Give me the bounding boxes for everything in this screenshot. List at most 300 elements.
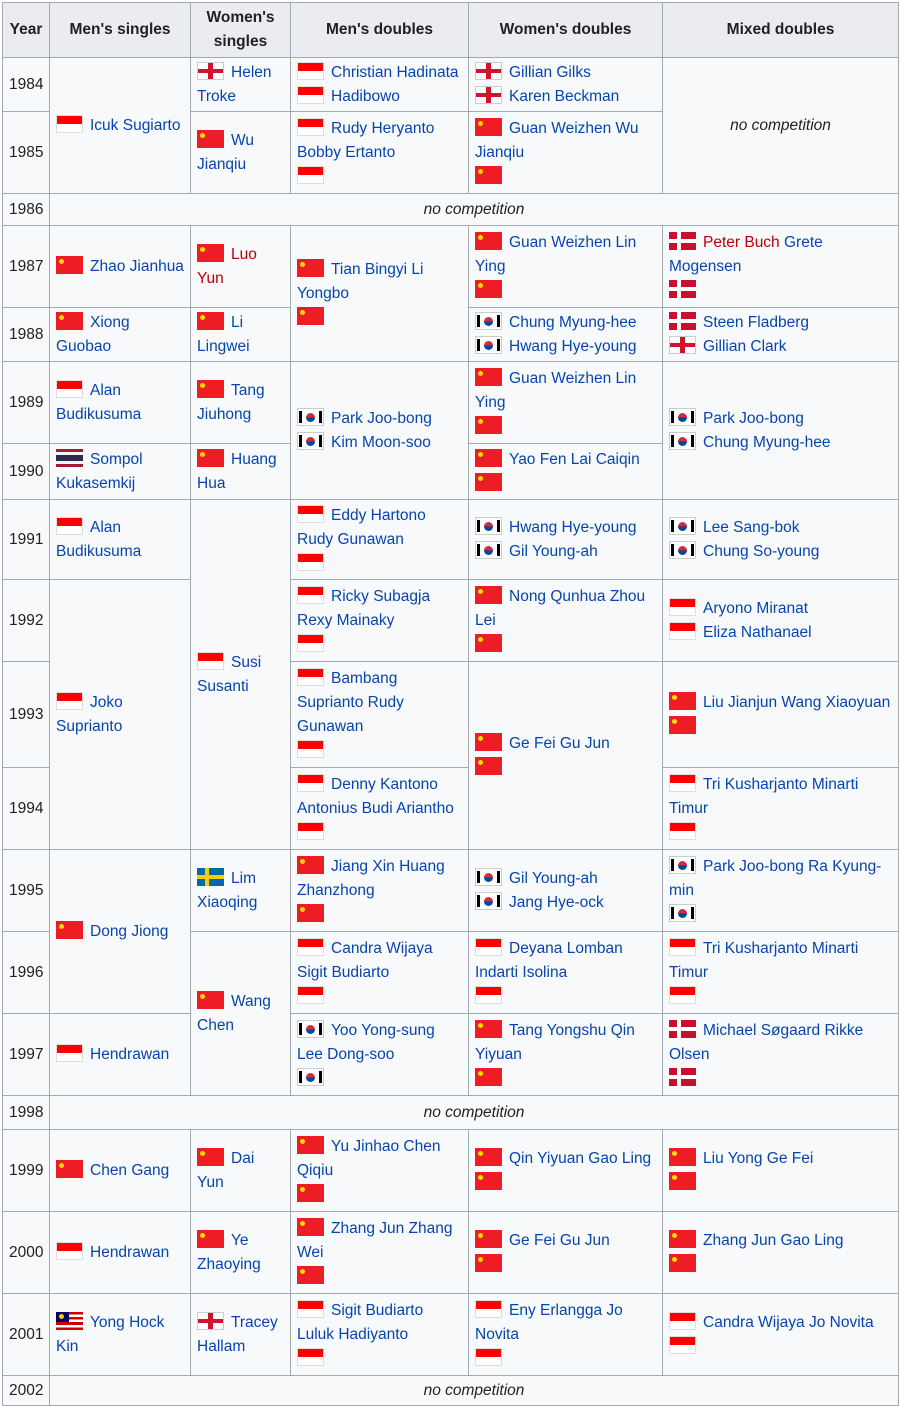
player-line — [669, 540, 892, 564]
champions-table — [2, 2, 899, 1406]
entry-text — [669, 691, 892, 715]
flag-korea-icon — [297, 408, 324, 426]
mens-singles-cell — [50, 308, 191, 362]
player-link[interactable]: Li Lingwei — [197, 313, 250, 355]
flag-row — [475, 1253, 656, 1277]
womens-singles-cell — [663, 768, 899, 850]
entry-text — [197, 243, 284, 291]
flag-indonesia-icon — [297, 822, 324, 840]
flag-china-icon — [197, 312, 224, 330]
flag-china-icon — [669, 1172, 696, 1190]
player-link[interactable]: Aryono Miranat — [703, 599, 809, 617]
entry-text — [197, 1311, 284, 1359]
mens-doubles-cell — [291, 362, 469, 500]
womens-singles-cell — [291, 932, 469, 1014]
player-link[interactable]: Tian Bingyi Li Yongbo — [297, 260, 424, 302]
flag-indonesia-icon — [297, 166, 324, 184]
flag-row — [669, 985, 892, 1009]
flag-indonesia-icon — [297, 634, 324, 652]
table-row — [3, 1130, 899, 1212]
year-cell: 1997 — [3, 1014, 50, 1096]
player-link[interactable]: Dai Yun — [197, 1149, 255, 1191]
flag-row — [297, 1347, 462, 1371]
womens-singles-cell — [191, 850, 291, 932]
mens-singles-cell — [191, 932, 291, 1096]
flag-china-icon — [297, 1218, 324, 1236]
entry-text — [297, 1217, 462, 1265]
flag-indonesia-icon — [669, 598, 696, 616]
table-row — [3, 850, 899, 932]
flag-china-icon — [56, 1160, 83, 1178]
flag-china-icon — [297, 1184, 324, 1202]
womens-singles-cell — [191, 1294, 291, 1376]
womens-doubles-cell — [663, 932, 899, 1014]
flag-korea-icon — [475, 868, 502, 886]
flag-korea-icon — [669, 856, 696, 874]
flag-china-icon — [475, 166, 502, 184]
flag-indonesia-icon — [56, 1044, 83, 1062]
flag-indonesia-icon — [297, 505, 324, 523]
mens-singles-cell — [291, 768, 469, 850]
flag-indonesia-icon — [56, 115, 83, 133]
year-cell: 1994 — [3, 768, 50, 850]
flag-indonesia-icon — [297, 1348, 324, 1366]
player-link[interactable]: Susi Susanti — [197, 653, 262, 695]
flag-indonesia-icon — [297, 986, 324, 1004]
player-link[interactable]: Eny Erlangga Jo Novita — [475, 1301, 623, 1343]
womens-doubles-cell — [469, 362, 663, 444]
table-row — [3, 362, 899, 444]
player-link[interactable]: Gillian Gilks — [509, 63, 591, 81]
womens-singles-cell — [291, 1014, 469, 1096]
player-link[interactable]: Ge Fei Gu Jun — [509, 734, 610, 752]
player-link[interactable]: Karen Beckman — [509, 87, 620, 105]
player-line — [669, 597, 892, 621]
player-link[interactable]: Wang Chen — [197, 992, 271, 1034]
entry-text — [56, 448, 184, 496]
flag-row — [297, 903, 462, 927]
flag-row — [297, 1265, 462, 1289]
flag-row — [297, 633, 462, 657]
mens-doubles-cell — [469, 580, 663, 662]
player-link[interactable]: Jang Hye-ock — [509, 893, 604, 911]
mens-doubles-cell — [291, 226, 469, 362]
player-link[interactable]: Xiong Guobao — [56, 313, 130, 355]
entry-text — [56, 311, 184, 359]
entry-text — [475, 1229, 656, 1253]
player-line — [475, 335, 656, 359]
flag-china-icon — [475, 232, 502, 250]
flag-china-icon — [475, 1068, 502, 1086]
player-line — [669, 431, 892, 455]
flag-china-icon — [669, 692, 696, 710]
flag-china-icon — [297, 904, 324, 922]
player-link[interactable]: Zhang Jun Gao Ling — [703, 1231, 844, 1249]
entry-text — [475, 585, 656, 633]
year-cell: 1998 — [3, 1096, 50, 1130]
year-cell: 1987 — [3, 226, 50, 308]
year-cell: 1984 — [3, 58, 50, 112]
flag-china-icon — [475, 368, 502, 386]
flag-korea-icon — [669, 432, 696, 450]
year-cell: 1996 — [3, 932, 50, 1014]
entry-text — [669, 1311, 892, 1335]
player-link[interactable]: Hendrawan — [90, 1243, 170, 1261]
entry-text — [56, 516, 184, 564]
entry-text — [56, 691, 184, 739]
entry-text — [297, 937, 462, 985]
entry-text — [475, 1019, 656, 1067]
player-link[interactable]: Candra Wijaya Jo Novita — [703, 1313, 874, 1331]
player-line — [669, 335, 892, 359]
entry-text — [475, 1299, 656, 1347]
player-link[interactable]: Qin Yiyuan Gao Ling — [509, 1149, 652, 1167]
player-link[interactable]: Rudy Heryanto Bobby Ertanto — [297, 119, 435, 161]
player-link[interactable]: Huang Hua — [197, 450, 277, 492]
flag-indonesia-icon — [669, 1312, 696, 1330]
player-link[interactable]: Eddy Hartono Rudy Gunawan — [297, 506, 426, 548]
flag-england-icon — [197, 1312, 224, 1330]
flag-china-icon — [475, 118, 502, 136]
header-mixed-doubles: Mixed doubles — [663, 3, 899, 58]
entry-text — [56, 1159, 184, 1183]
flag-china-icon — [56, 921, 83, 939]
flag-indonesia-icon — [297, 86, 324, 104]
womens-singles-cell — [291, 580, 469, 662]
flag-indonesia-icon — [297, 62, 324, 80]
header-mens-doubles: Men's doubles — [291, 3, 469, 58]
player-link[interactable]: Gillian Clark — [703, 337, 787, 355]
player-link[interactable]: Ye Zhaoying — [197, 1231, 261, 1273]
mens-singles-cell — [50, 444, 191, 500]
flag-indonesia-icon — [669, 938, 696, 956]
womens-doubles-cell — [663, 308, 899, 362]
player-link[interactable]: Dong Jiong — [90, 922, 169, 940]
entry-text — [475, 732, 656, 756]
flag-china-icon — [669, 1230, 696, 1248]
player-line — [297, 431, 462, 455]
player-link[interactable]: Hendrawan — [90, 1045, 170, 1063]
player-link[interactable]: Chung Myung-hee — [509, 313, 637, 331]
mixed-doubles-cell — [663, 1130, 899, 1212]
player-link[interactable]: Alan Budikusuma — [56, 518, 142, 560]
mixed-doubles-cell — [663, 362, 899, 500]
mens-singles-cell — [50, 1014, 191, 1096]
no-competition-cell: no competition — [50, 194, 899, 226]
flag-china-icon — [197, 244, 224, 262]
player-link[interactable]: Park Joo-bong — [703, 409, 804, 427]
year-cell: 2002 — [3, 1376, 50, 1406]
flag-china-icon — [197, 449, 224, 467]
entry-text — [297, 855, 462, 903]
player-link[interactable]: Tang Jiuhong — [197, 381, 265, 423]
player-link[interactable]: Hwang Hye-young — [509, 337, 637, 355]
mens-singles-cell — [50, 1294, 191, 1376]
player-link[interactable]: Luo Yun — [197, 245, 257, 287]
player-link[interactable]: Sigit Budiarto Luluk Hadiyanto — [297, 1301, 424, 1343]
player-line — [669, 311, 892, 335]
player-link[interactable]: Grete Mogensen — [669, 233, 823, 275]
flag-china-icon — [475, 280, 502, 298]
player-link[interactable]: Helen Troke — [197, 63, 272, 105]
mens-doubles-cell — [291, 850, 469, 932]
flag-row — [475, 279, 656, 303]
player-line — [475, 516, 656, 540]
mens-singles-cell — [50, 362, 191, 444]
womens-singles-cell — [291, 112, 469, 194]
player-link[interactable]: Guan Weizhen Lin Ying — [475, 233, 637, 275]
flag-china-icon — [475, 634, 502, 652]
flag-row — [475, 472, 656, 496]
year-cell: 1991 — [3, 500, 50, 580]
table-row — [3, 1294, 899, 1376]
year-cell: 1995 — [3, 850, 50, 932]
womens-singles-cell — [191, 1130, 291, 1212]
entry-text — [297, 1299, 462, 1347]
player-link[interactable]: Tri Kusharjanto Minarti Timur — [669, 775, 859, 817]
player-link[interactable]: Icuk Sugiarto — [90, 116, 181, 134]
mens-doubles-cell — [469, 308, 663, 362]
table-row — [3, 580, 899, 662]
entry-text — [669, 773, 892, 821]
player-link[interactable]: Alan Budikusuma — [56, 381, 142, 423]
flag-indonesia-icon — [56, 380, 83, 398]
flag-korea-icon — [297, 1068, 324, 1086]
flag-china-icon — [56, 312, 83, 330]
mixed-doubles-cell — [663, 1212, 899, 1294]
mens-doubles-cell — [291, 1212, 469, 1294]
flag-england-icon — [475, 62, 502, 80]
flag-indonesia-icon — [297, 774, 324, 792]
entry-text — [297, 504, 462, 552]
flag-china-icon — [297, 1266, 324, 1284]
player-link[interactable]: Ricky Subagja Rexy Mainaky — [297, 587, 431, 629]
flag-row — [297, 1067, 462, 1091]
mixed-doubles-cell — [663, 850, 899, 932]
player-link[interactable]: Yong Hock Kin — [56, 1313, 165, 1355]
flag-indonesia-icon — [669, 1336, 696, 1354]
womens-doubles-cell — [663, 580, 899, 662]
mens-doubles-cell — [291, 1294, 469, 1376]
flag-china-icon — [197, 380, 224, 398]
flag-indonesia-icon — [475, 1300, 502, 1318]
entry-text — [669, 231, 892, 279]
flag-malaysia-icon — [56, 1312, 83, 1330]
flag-indonesia-icon — [56, 1242, 83, 1260]
player-line — [669, 516, 892, 540]
womens-doubles-cell — [469, 1294, 663, 1376]
entry-text — [297, 1019, 462, 1067]
mixed-doubles-cell — [663, 226, 899, 308]
table-body — [3, 58, 899, 1406]
player-link[interactable]: Hwang Hye-young — [509, 518, 637, 536]
entry-text — [197, 1147, 284, 1195]
player-link[interactable]: Yu Jinhao Chen Qiqiu — [297, 1137, 441, 1179]
player-link[interactable]: Park Joo-bong Ra Kyung-min — [669, 857, 882, 899]
flag-row — [669, 1171, 892, 1195]
entry-text — [197, 990, 284, 1038]
flag-sweden-icon — [197, 868, 224, 886]
player-link[interactable]: Gil Young-ah — [509, 542, 598, 560]
year-cell: 1993 — [3, 662, 50, 768]
entry-text — [475, 367, 656, 415]
player-link[interactable]: Zhao Jianhua — [90, 257, 184, 275]
mens-singles-cell — [50, 1212, 191, 1294]
flag-row — [475, 1171, 656, 1195]
entry-text — [475, 937, 656, 985]
year-cell: 1986 — [3, 194, 50, 226]
entry-text — [669, 855, 892, 903]
entry-text — [197, 61, 284, 109]
mens-singles-cell — [191, 112, 291, 194]
flag-china-icon — [475, 1254, 502, 1272]
entry-text — [297, 1135, 462, 1183]
player-link[interactable]: Joko Suprianto — [56, 693, 123, 735]
player-link[interactable]: Ge Fei Gu Jun — [509, 1231, 610, 1249]
mens-singles-cell — [50, 58, 191, 194]
flag-row — [669, 1335, 892, 1359]
player-link[interactable]: Michael Søgaard Rikke Olsen — [669, 1021, 864, 1063]
flag-indonesia-icon — [297, 586, 324, 604]
flag-indonesia-icon — [669, 622, 696, 640]
entry-text — [197, 448, 284, 496]
flag-england-icon — [197, 62, 224, 80]
flag-indonesia-icon — [297, 668, 324, 686]
flag-china-icon — [475, 1148, 502, 1166]
player-link[interactable]: Guan Weizhen Lin Ying — [475, 369, 637, 411]
year-cell: 1999 — [3, 1130, 50, 1212]
year-cell: 2001 — [3, 1294, 50, 1376]
player-link[interactable]: Chung Myung-hee — [703, 433, 831, 451]
player-link[interactable]: Yao Fen Lai Caiqin — [509, 450, 640, 468]
table-row — [3, 194, 899, 226]
mens-doubles-cell — [469, 112, 663, 194]
player-link[interactable]: Steen Fladberg — [703, 313, 809, 331]
mens-singles-cell — [291, 662, 469, 768]
player-link[interactable]: Christian Hadinata — [331, 63, 459, 81]
no-competition-cell: no competition — [50, 1096, 899, 1130]
player-line — [475, 891, 656, 915]
flag-korea-icon — [475, 517, 502, 535]
flag-row — [669, 903, 892, 927]
player-link[interactable]: Park Joo-bong — [331, 409, 432, 427]
womens-singles-cell — [469, 662, 663, 850]
table-row — [3, 58, 899, 112]
player-link[interactable]: Sompol Kukasemkij — [56, 450, 143, 492]
entry-text — [56, 379, 184, 427]
table-row — [3, 1014, 899, 1096]
player-link[interactable]: Wu Jianqiu — [197, 131, 254, 173]
player-link[interactable]: Tri Kusharjanto Minarti Timur — [669, 939, 859, 981]
flag-indonesia-icon — [669, 986, 696, 1004]
mens-singles-cell — [50, 1130, 191, 1212]
player-line — [475, 61, 656, 85]
player-link[interactable]: Lee Sang-bok — [703, 518, 800, 536]
player-link[interactable]: Tracey Hallam — [197, 1313, 278, 1355]
entry-text — [475, 117, 656, 165]
flag-row — [669, 715, 892, 739]
year-cell: 1992 — [3, 580, 50, 662]
flag-row — [475, 633, 656, 657]
mens-doubles-cell — [469, 932, 663, 1014]
player-link[interactable]: Lim Xiaoqing — [197, 869, 258, 911]
mens-singles-cell — [50, 226, 191, 308]
womens-singles-cell — [191, 1212, 291, 1294]
flag-china-icon — [56, 256, 83, 274]
player-link[interactable]: Chen Gang — [90, 1161, 170, 1179]
year-cell: 2000 — [3, 1212, 50, 1294]
flag-china-icon — [297, 856, 324, 874]
player-link[interactable]: Eliza Nathanael — [703, 623, 812, 641]
player-link[interactable]: Candra Wijaya Sigit Budiarto — [297, 939, 433, 981]
flag-korea-icon — [297, 432, 324, 450]
flag-row — [669, 821, 892, 845]
player-link[interactable]: Jiang Xin Huang Zhanzhong — [297, 857, 445, 899]
flag-china-icon — [475, 586, 502, 604]
header-mens-singles: Men's singles — [50, 3, 191, 58]
player-link[interactable]: Liu Yong Ge Fei — [703, 1149, 814, 1167]
flag-england-icon — [475, 86, 502, 104]
player-link[interactable]: Bambang Suprianto Rudy Gunawan — [297, 669, 404, 735]
header-row — [3, 3, 899, 58]
womens-doubles-cell — [469, 58, 663, 112]
table-row — [3, 1212, 899, 1294]
player-link[interactable]: Zhang Jun Zhang Wei — [297, 1219, 453, 1261]
table-row — [3, 226, 899, 308]
player-link[interactable]: Yoo Yong-sung Lee Dong-soo — [297, 1021, 435, 1063]
no-competition-cell: no competition — [663, 58, 899, 194]
player-line — [475, 540, 656, 564]
flag-row — [297, 1183, 462, 1207]
flag-china-icon — [475, 473, 502, 491]
flag-row — [475, 165, 656, 189]
player-link[interactable]: Deyana Lomban Indarti Isolina — [475, 939, 623, 981]
player-link[interactable]: Gil Young-ah — [509, 869, 598, 887]
player-link[interactable]: Tang Yongshu Qin Yiyuan — [475, 1021, 635, 1063]
player-link[interactable]: Guan Weizhen Wu Jianqiu — [475, 119, 639, 161]
player-link[interactable]: Kim Moon-soo — [331, 433, 431, 451]
entry-text — [669, 1147, 892, 1171]
player-link[interactable]: Nong Qunhua Zhou Lei — [475, 587, 646, 629]
mens-singles-cell — [50, 850, 191, 1014]
player-link[interactable]: Chung So-young — [703, 542, 820, 560]
flag-china-icon — [197, 1148, 224, 1166]
player-line — [297, 407, 462, 431]
player-link[interactable]: Hadibowo — [331, 87, 400, 105]
flag-china-icon — [475, 1172, 502, 1190]
year-cell: 1985 — [3, 112, 50, 194]
flag-row — [475, 1347, 656, 1371]
player-link[interactable]: Peter Buch — [703, 233, 780, 251]
flag-row — [297, 306, 462, 330]
mens-doubles-cell — [291, 58, 469, 112]
flag-row — [297, 985, 462, 1009]
flag-indonesia-icon — [297, 740, 324, 758]
flag-korea-icon — [669, 408, 696, 426]
flag-indonesia-icon — [297, 553, 324, 571]
player-link[interactable]: Liu Jianjun Wang Xiaoyuan — [703, 693, 891, 711]
flag-china-icon — [475, 757, 502, 775]
player-link[interactable]: Denny Kantono Antonius Budi Ariantho — [297, 775, 454, 817]
header-womens-doubles: Women's doubles — [469, 3, 663, 58]
entry-text — [297, 117, 462, 165]
player-line — [669, 621, 892, 645]
player-line — [669, 407, 892, 431]
flag-china-icon — [475, 1020, 502, 1038]
flag-indonesia-icon — [297, 1300, 324, 1318]
flag-china-icon — [297, 259, 324, 277]
entry-text — [56, 1043, 184, 1067]
